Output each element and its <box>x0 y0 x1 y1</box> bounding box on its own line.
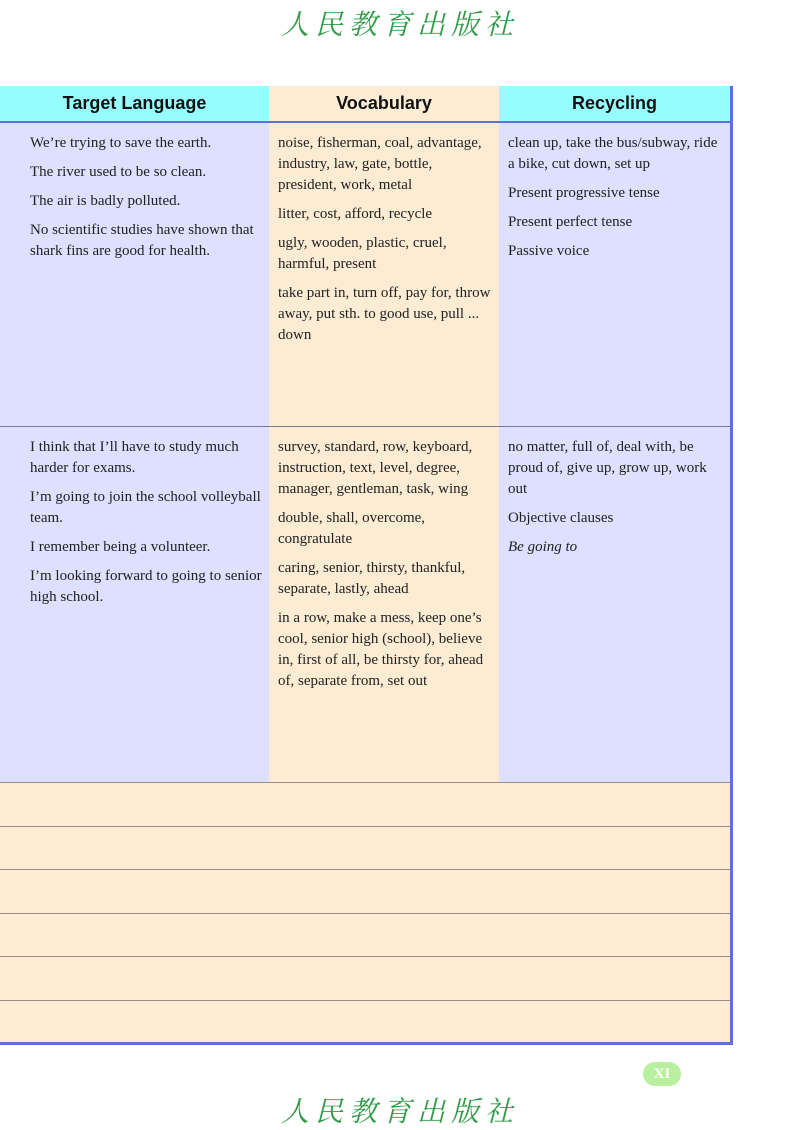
row1-target-line: We’re trying to save the earth. <box>30 135 212 151</box>
row-line <box>0 913 730 914</box>
row1-vocab-group: take part in, turn off, pay for, throw away, put sth. to good use, pull ... down <box>278 285 491 343</box>
row-line <box>0 1000 730 1001</box>
row2-vocab-group: in a row, make a mess, keep one’s cool, senior high (school), believe in, first of all, be thirsty for, ahead of, separate from, set out <box>278 610 484 689</box>
row1-recycling-item: Present perfect tense <box>508 214 633 230</box>
row2-vocabulary <box>278 437 493 700</box>
row1-target-line: The air is badly polluted. <box>30 193 181 209</box>
row1-vocab-group: litter, cost, afford, recycle <box>278 206 433 222</box>
header-target-language: Target Language <box>0 86 269 123</box>
page-number-badge: XI <box>643 1062 681 1086</box>
row1-recycling-item: Present progressive tense <box>508 185 660 201</box>
row2-vocab-group: survey, standard, row, keyboard, instruction, text, level, degree, manager, gentleman, task, wing <box>278 439 473 497</box>
row2-target-line: I remember being a volunteer. <box>30 539 211 555</box>
row1-target-line: The river used to be so clean. <box>30 164 207 180</box>
row2-target-line: I think that I’ll have to study much harder for exams. <box>30 439 239 476</box>
publisher-logo-top: 人民教育出版社 <box>280 8 519 41</box>
row2-vocab-group: caring, senior, thirsty, thankful, separate, lastly, ahead <box>278 560 466 597</box>
row2-recycling-item: no matter, full of, deal with, be proud of, give up, grow up, work out <box>508 439 707 497</box>
row2-target-line: I’m looking forward to going to senior high school. <box>30 568 262 605</box>
header-vocabulary: Vocabulary <box>269 86 499 123</box>
row1-recycling-item: clean up, take the bus/subway, ride a bike, cut down, set up <box>508 135 718 172</box>
row1-recycling-item: Passive voice <box>508 243 590 259</box>
publisher-logo-bottom: 人民教育出版社 <box>280 1095 519 1128</box>
row1-target-line: No scientific studies have shown that shark fins are good for health. <box>30 222 254 259</box>
row1-recycling <box>508 133 723 270</box>
row2-target-line: I’m going to join the school volleyball team. <box>30 489 261 526</box>
unit-overview-table <box>0 86 733 1045</box>
row-line <box>0 826 730 827</box>
row2-recycling <box>508 437 723 566</box>
row1-vocabulary <box>278 133 493 354</box>
row2-target-language <box>30 437 262 616</box>
row1-vocab-group: ugly, wooden, plastic, cruel, harmful, present <box>278 235 447 272</box>
row2-recycling-item: Be going to <box>508 539 578 555</box>
row-line <box>0 782 730 783</box>
row-line <box>0 956 730 957</box>
row1-target-language <box>30 133 262 270</box>
header-recycling: Recycling <box>499 86 730 123</box>
row-divider <box>0 426 730 427</box>
row1-vocab-group: noise, fisherman, coal, advantage, industry, law, gate, bottle, president, work, metal <box>278 135 482 193</box>
row-line <box>0 869 730 870</box>
row2-recycling-item: Objective clauses <box>508 510 614 526</box>
row2-vocab-group: double, shall, overcome, congratulate <box>278 510 426 547</box>
